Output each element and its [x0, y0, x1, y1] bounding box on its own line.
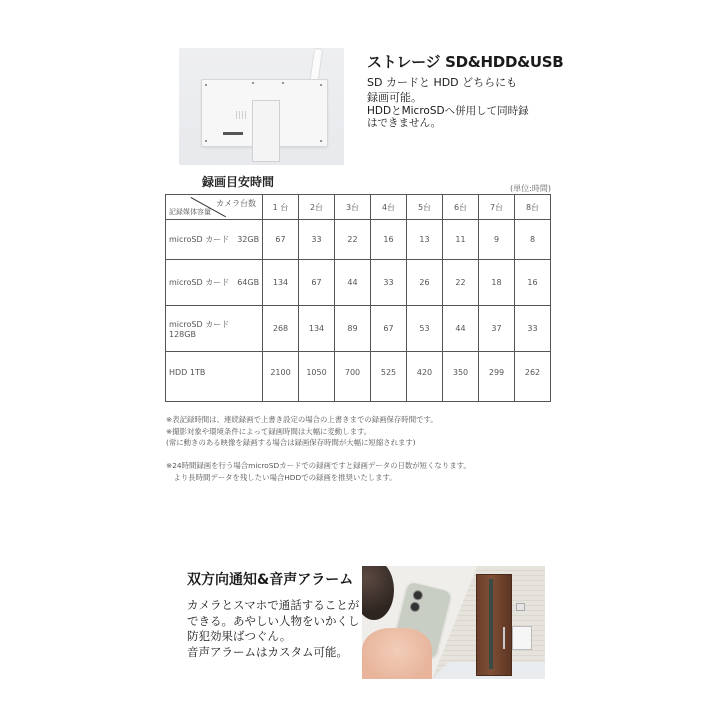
table-cell: 350: [443, 352, 479, 402]
storage-desc-line: 録画可能。: [367, 91, 422, 104]
column-header: 2台: [299, 195, 335, 220]
table-cell: 37: [479, 306, 515, 352]
table-cell: 16: [515, 260, 551, 306]
table-cell: 299: [479, 352, 515, 402]
note-line: ※撮影対象や環境条件によって録画時間は大幅に変動します。: [166, 426, 372, 436]
table-cell: 18: [479, 260, 515, 306]
door-glass-graphic: [489, 579, 493, 669]
unit-label: (単位:時間): [510, 184, 551, 193]
stand-graphic: [252, 100, 280, 162]
storage-desc-line: HDDとMicroSDへ併用して同時録: [367, 105, 529, 117]
screw-dot: [320, 140, 322, 142]
table-cell: 33: [515, 306, 551, 352]
table-row: [166, 260, 551, 306]
table-cell: 89: [335, 306, 371, 352]
note-line: ※24時間録画を行う場合microSDカードでの録画ですと録画データの日数が短くなります。: [166, 461, 471, 470]
column-header: 3台: [335, 195, 371, 220]
row-label: microSD カード 32GB: [166, 220, 263, 260]
recording-time-table: [165, 194, 551, 402]
product-label-graphic: [223, 132, 243, 135]
intercom-graphic: [516, 603, 525, 611]
column-header: 1 台: [263, 195, 299, 220]
column-header: 7台: [479, 195, 515, 220]
table-cell: 134: [299, 306, 335, 352]
door-handle-graphic: [503, 627, 505, 649]
screw-dot: [252, 82, 254, 84]
screw-dot: [205, 140, 207, 142]
column-header: 5台: [407, 195, 443, 220]
monitor-rear-photo: [179, 48, 344, 165]
smartphone-and-front-door-photo: [362, 566, 545, 679]
alarm-desc-line: 音声アラームはカスタム可能。: [187, 644, 348, 659]
row-label: microSD カード 64GB: [166, 260, 263, 306]
table-cell: 22: [335, 220, 371, 260]
column-header: 6台: [443, 195, 479, 220]
row-label: HDD 1TB: [166, 352, 263, 402]
table-cell: 525: [371, 352, 407, 402]
person-hair-graphic: [362, 566, 394, 620]
alarm-desc-line: 防犯効果ばつぐん。: [187, 629, 292, 643]
table-cell: 262: [515, 352, 551, 402]
table-cell: 134: [263, 260, 299, 306]
alarm-description: [187, 598, 360, 660]
front-door-graphic: [476, 574, 512, 676]
table-cell: 1050: [299, 352, 335, 402]
storage-desc-line: SD カードと HDD どちらにも: [367, 76, 518, 89]
mailbox-graphic: [512, 626, 532, 650]
table-cell: 420: [407, 352, 443, 402]
table-cell: 8: [515, 220, 551, 260]
table-cell: 11: [443, 220, 479, 260]
table-cell: 67: [371, 306, 407, 352]
table-cell: 67: [263, 220, 299, 260]
table-cell: 33: [371, 260, 407, 306]
column-header: 4台: [371, 195, 407, 220]
column-header: 8台: [515, 195, 551, 220]
table-cell: 44: [335, 260, 371, 306]
table-cell: 33: [299, 220, 335, 260]
row-label: microSD カード 128GB: [166, 306, 263, 352]
table-row: [166, 220, 551, 260]
screw-dot: [205, 84, 207, 86]
table-cell: 2100: [263, 352, 299, 402]
table-cell: 22: [443, 260, 479, 306]
table-cell: 67: [299, 260, 335, 306]
table-notes: [166, 414, 471, 483]
table-cell: 44: [443, 306, 479, 352]
screw-dot: [282, 82, 284, 84]
table-cell: 13: [407, 220, 443, 260]
camera-count-label: カメラ台数: [216, 199, 256, 208]
note-spacer: [166, 449, 471, 461]
hand-graphic: [362, 628, 432, 679]
camera-lens-icon: [412, 589, 424, 601]
storage-heading: ストレージ SD&HDD&USB: [367, 53, 564, 71]
table-cell: 53: [407, 306, 443, 352]
alarm-heading: 双方向通知&音声アラーム: [187, 572, 354, 588]
table-cell: 16: [371, 220, 407, 260]
table-header-row: [166, 195, 551, 220]
table-cell: 268: [263, 306, 299, 352]
alarm-desc-line: カメラとスマホで通話することが: [187, 598, 360, 612]
note-line: ※表記録時間は、連続録画で上書き設定の場合の上書きまでの録画保存時間です。: [166, 415, 438, 424]
storage-description: [367, 75, 529, 129]
table-row: [166, 352, 551, 402]
note-line: より長時間データを残したい場合HDDでの録画を推奨いたします。: [166, 472, 397, 482]
speaker-grille-graphic: [236, 111, 246, 119]
table-cell: 9: [479, 220, 515, 260]
storage-desc-line: はできません。: [367, 117, 442, 129]
note-line: (常に動きのある映像を録画する場合は録画保存時間が大幅に短縮されます): [166, 438, 416, 447]
table-cell: 26: [407, 260, 443, 306]
screw-dot: [320, 84, 322, 86]
table-row: [166, 306, 551, 352]
diagonal-header-cell: [166, 195, 263, 220]
camera-lens-icon: [409, 601, 421, 613]
alarm-desc-line: できる。あやしい人物をいかくし: [187, 613, 360, 628]
storage-capacity-label: 記録媒体容量: [169, 208, 211, 216]
table-cell: 700: [335, 352, 371, 402]
recording-time-heading: 録画目安時間: [202, 175, 275, 189]
